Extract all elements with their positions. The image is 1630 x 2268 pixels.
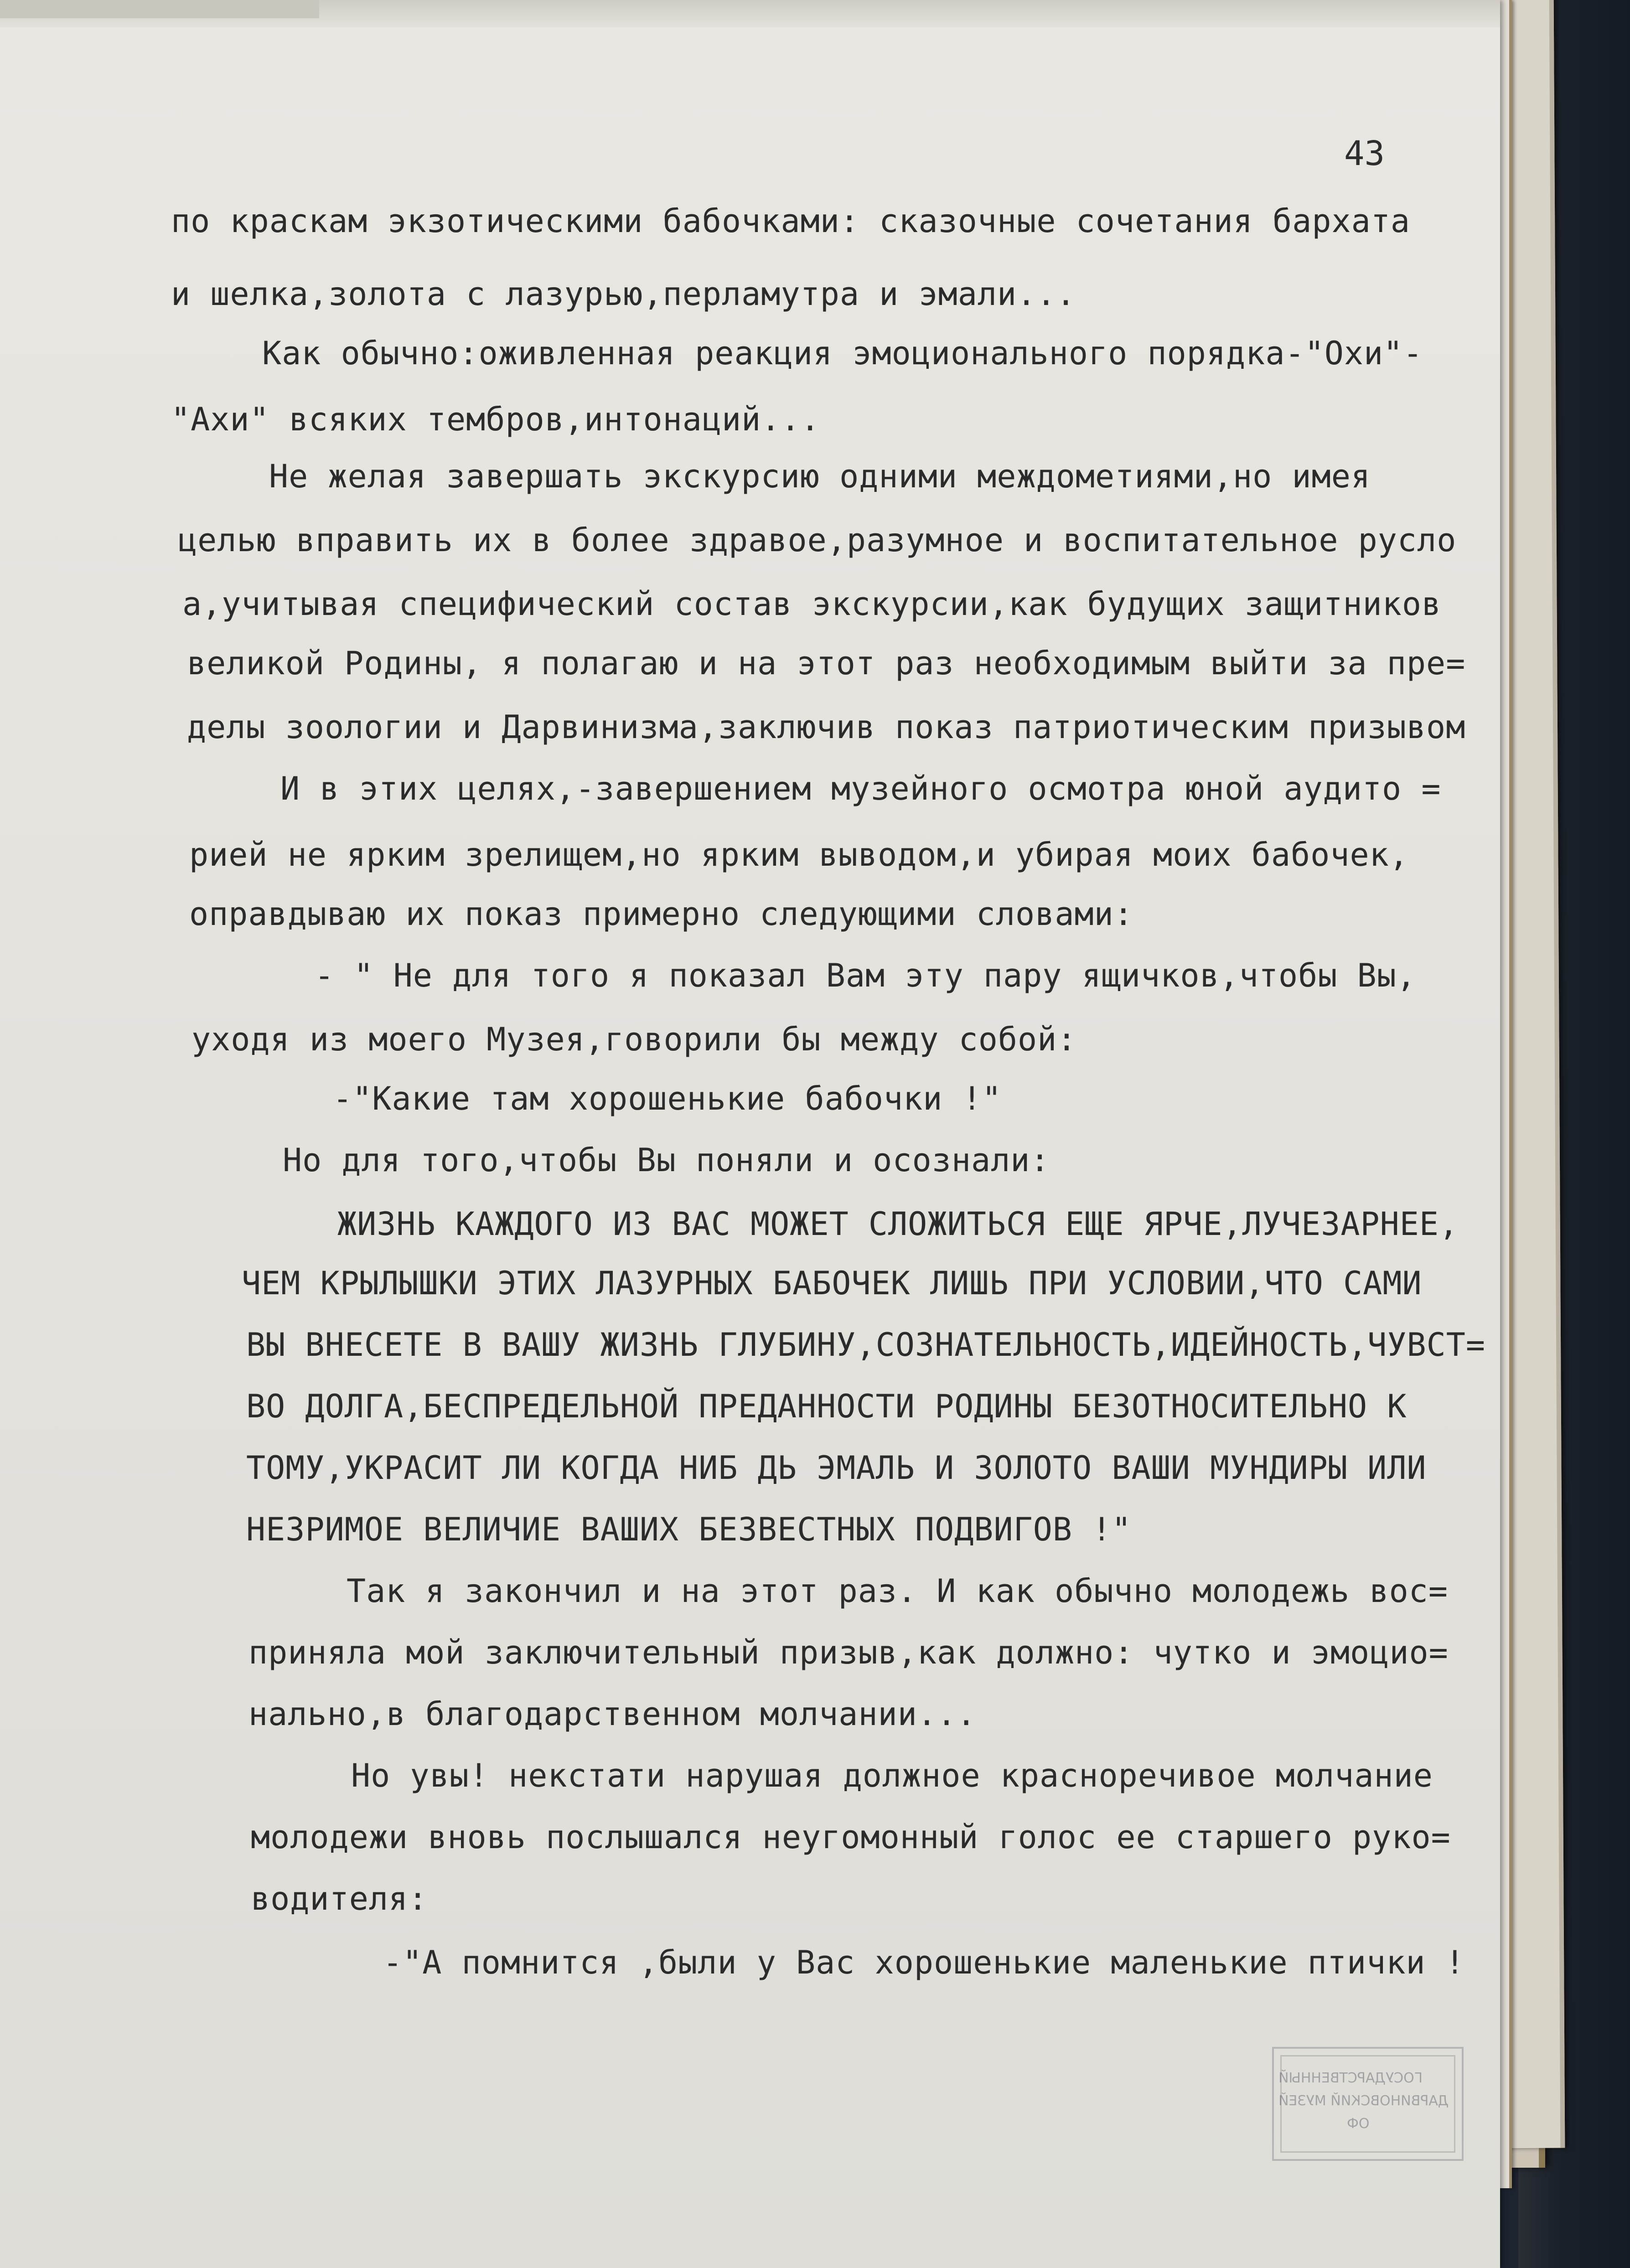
stamp-text-line: ОФ xyxy=(1347,2116,1370,2132)
text-line: - " Не для того я показал Вам эту пару ящичков,чтобы Вы, xyxy=(315,957,1417,994)
museum-stamp xyxy=(1272,2047,1464,2161)
text-line: "Ахи" всяких тембров,интонаций... xyxy=(171,401,820,438)
page-number: 43 xyxy=(1344,134,1385,173)
text-line: ЧЕМ КРЫЛЫШКИ ЭТИХ ЛАЗУРНЫХ БАБОЧЕК ЛИШЬ ПРИ УСЛОВИИ,ЧТО САМИ xyxy=(242,1265,1422,1302)
text-line: уходя из моего Музея,говорили бы между собой: xyxy=(191,1021,1077,1058)
text-line: ЖИЗНЬ КАЖДОГО ИЗ ВАС МОЖЕТ СЛОЖИТЬСЯ ЕЩЕ ЯРЧЕ,ЛУЧЕЗАРНЕЕ, xyxy=(337,1205,1459,1243)
text-line: -"Какие там хорошенькие бабочки !" xyxy=(333,1080,1002,1117)
stamp-text-line: ДАРВИНОВСКИЙ МУЗЕЙ xyxy=(1278,2093,1449,2109)
text-line: Не желая завершать экскурсию одними междометиями,но имея xyxy=(269,458,1371,495)
text-line: -"А помнится ,были у Вас хорошенькие маленькие птички ! xyxy=(383,1944,1465,1981)
text-line: ВО ДОЛГА,БЕСПРЕДЕЛЬНОЙ ПРЕДАННОСТИ РОДИНЫ БЕЗОТНОСИТЕЛЬНО К xyxy=(246,1388,1407,1425)
text-line: ТОМУ,УКРАСИТ ЛИ КОГДА НИБ ДЬ ЭМАЛЬ И ЗОЛОТО ВАШИ МУНДИРЫ ИЛИ xyxy=(246,1449,1427,1487)
text-line: НЕЗРИМОЕ ВЕЛИЧИЕ ВАШИХ БЕЗВЕСТНЫХ ПОДВИГОВ !" xyxy=(246,1511,1132,1548)
text-line: рией не ярким зрелищем,но ярким выводом,и убирая моих бабочек, xyxy=(189,836,1409,873)
text-line: и шелка,золота с лазурью,перламутра и эмали... xyxy=(171,275,1076,313)
text-line: молодежи вновь послышался неугомонный голос ее старшего руко= xyxy=(251,1819,1451,1856)
text-line: Но увы! некстати нарушая должное красноречивое молчание xyxy=(351,1757,1433,1794)
text-line: водителя: xyxy=(251,1880,428,1917)
text-line: Но для того,чтобы Вы поняли и осознали: xyxy=(283,1142,1050,1179)
text-line: Так я закончил и на этот раз. И как обычно молодежь вос= xyxy=(347,1572,1449,1610)
text-line: И в этих целях,-завершением музейного осмотра юной аудито = xyxy=(280,770,1441,807)
text-line: ВЫ ВНЕСЕТЕ В ВАШУ ЖИЗНЬ ГЛУБИНУ,СОЗНАТЕЛЬНОСТЬ,ИДЕЙНОСТЬ,ЧУВСТ= xyxy=(246,1326,1486,1364)
text-line: нально,в благодарственном молчании... xyxy=(248,1695,977,1733)
text-line: Как обычно:оживленная реакция эмоционального порядка-"Охи"- xyxy=(262,335,1423,372)
text-line: целью вправить их в более здравое,разумное и воспитательное русло xyxy=(178,522,1457,559)
text-line: великой Родины, я полагаю и на этот раз необходимым выйти за пре= xyxy=(187,645,1466,682)
clip-shadow xyxy=(0,0,319,18)
text-line: а,учитывая специфический состав экскурсии,как будущих защитников xyxy=(182,585,1442,623)
text-line: по краскам экзотическими бабочками: сказочные сочетания бархата xyxy=(171,202,1411,240)
stamp-text-line: ГОСУДАРСТВЕННЫЙ xyxy=(1278,2070,1423,2086)
text-line: оправдываю их показ примерно следующими словами: xyxy=(189,895,1133,933)
text-line: делы зоологии и Дарвинизма,заключив показ патриотическим призывом xyxy=(187,708,1466,746)
text-line: приняла мой заключительный призыв,как должно: чутко и эмоцио= xyxy=(248,1634,1449,1671)
